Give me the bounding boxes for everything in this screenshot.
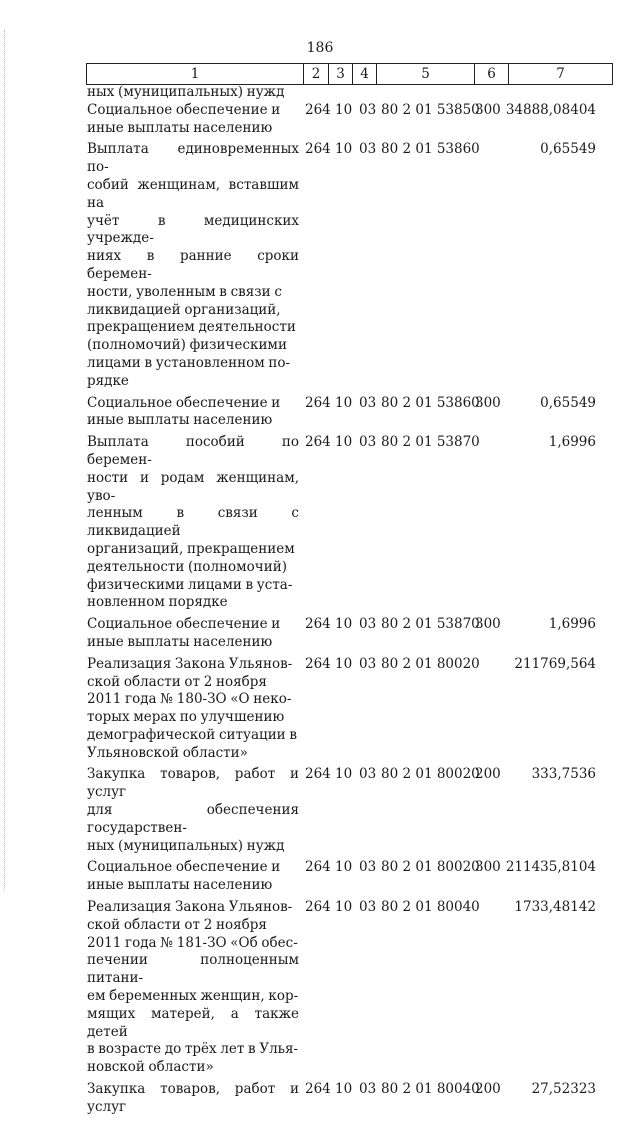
table-row <box>87 141 612 390</box>
description-line: Социальное обеспечение и <box>87 859 281 876</box>
description-line: 2011 года № 180-ЗО «О неко- <box>87 691 292 708</box>
code-expense-type: 300 <box>475 616 501 633</box>
code-expense-type: 200 <box>475 1081 501 1098</box>
column-header-2: 2 <box>304 64 329 85</box>
page-number: 186 <box>306 40 334 56</box>
description-line: Социальное обеспечение и <box>87 101 281 118</box>
code-target-article: 80 2 01 53870 <box>381 616 480 633</box>
description-line: Закупка товаров, работ и услуг <box>87 1081 299 1115</box>
row-description <box>87 1081 299 1117</box>
column-header-7: 7 <box>509 64 613 85</box>
table-row <box>87 859 612 895</box>
table-row <box>87 434 612 612</box>
table-row <box>87 899 612 1077</box>
table-row <box>87 766 612 855</box>
code-target-article: 80 2 01 53870 <box>381 434 480 451</box>
code-admin: 264 <box>305 141 331 158</box>
description-line: деятельности (полномочий) <box>87 558 287 575</box>
row-description <box>87 616 299 652</box>
code-target-article: 80 2 01 80040 <box>381 899 480 916</box>
description-line: ской области от 2 ноября <box>87 673 267 690</box>
description-line: иные выплаты населению <box>87 877 273 894</box>
code-section: 10 <box>335 766 353 783</box>
scan-margin-dots <box>4 30 7 890</box>
code-admin: 264 <box>305 101 331 118</box>
code-expense-type: 200 <box>475 766 501 783</box>
code-section: 10 <box>335 1081 353 1098</box>
description-line: новской области» <box>87 1059 214 1076</box>
column-header-row <box>87 64 613 85</box>
code-admin: 264 <box>305 1081 331 1098</box>
description-line: 2011 года № 181-ЗО «Об обес- <box>87 934 298 951</box>
description-line: ликвидацией организаций, <box>87 301 281 318</box>
amount: 333,7536 <box>531 766 596 783</box>
description-line: организаций, прекращением <box>87 540 295 557</box>
description-line: новленном порядке <box>87 594 228 611</box>
code-subsection: 03 <box>359 899 377 916</box>
code-admin: 264 <box>305 766 331 783</box>
table-row <box>87 656 612 763</box>
code-subsection: 03 <box>359 859 377 876</box>
column-header-table <box>86 63 613 85</box>
code-target-article: 80 2 01 53850 <box>381 101 480 118</box>
description-line: ленным в связи с ликвидацией <box>87 505 299 540</box>
description-line: ниях в ранние сроки беремен- <box>87 248 299 282</box>
code-target-article: 80 2 01 53860 <box>381 394 480 411</box>
code-section: 10 <box>335 899 353 916</box>
row-description <box>87 141 299 390</box>
description-line: Социальное обеспечение и <box>87 616 281 633</box>
description-line: иные выплаты населению <box>87 412 273 429</box>
code-subsection: 03 <box>359 101 377 118</box>
code-section: 10 <box>335 434 353 451</box>
code-target-article: 80 2 01 53860 <box>381 141 480 158</box>
description-line: мящих матерей, а также детей <box>87 1005 299 1040</box>
budget-table-body <box>87 84 612 1121</box>
description-line: печении полноценным питани- <box>87 952 299 987</box>
code-section: 10 <box>335 655 353 672</box>
row-description <box>87 434 299 612</box>
amount: 1733,48142 <box>514 899 596 916</box>
description-line: ности и родам женщинам, уво- <box>87 469 299 504</box>
amount: 0,65549 <box>540 394 596 411</box>
code-admin: 264 <box>305 616 331 633</box>
description-line: Выплата пособий по беремен- <box>87 434 299 468</box>
description-line: (полномочий) физическими <box>87 337 287 354</box>
description-line: Закупка товаров, работ и услуг <box>87 766 299 801</box>
continuation-row <box>87 84 612 102</box>
code-admin: 264 <box>305 899 331 916</box>
code-expense-type: 300 <box>475 101 501 118</box>
amount: 211435,8104 <box>505 859 596 876</box>
code-section: 10 <box>335 859 353 876</box>
description-line: иные выплаты населению <box>87 119 273 136</box>
column-header-3: 3 <box>329 64 353 85</box>
description-line: иные выплаты населению <box>87 633 273 650</box>
continuation-text: ных (муниципальных) нужд <box>87 84 285 100</box>
code-subsection: 03 <box>359 141 377 158</box>
description-line: прекращением деятельности <box>87 319 296 336</box>
table-row <box>87 102 612 138</box>
row-description <box>87 899 299 1077</box>
code-expense-type: 300 <box>475 394 501 411</box>
description-line: ности, уволенным в связи с <box>87 283 282 300</box>
code-expense-type: 300 <box>475 859 501 876</box>
amount: 1,6996 <box>548 616 596 633</box>
description-line: ской области от 2 ноября <box>87 916 267 933</box>
description-line: Реализация Закона Ульянов- <box>87 899 293 916</box>
code-section: 10 <box>335 101 353 118</box>
amount: 34888,08404 <box>505 101 596 118</box>
row-description <box>87 395 299 431</box>
description-line: лицами в установленном по- <box>87 354 291 371</box>
row-description <box>87 102 299 138</box>
column-header-1: 1 <box>87 64 304 85</box>
column-header-5: 5 <box>377 64 475 85</box>
amount: 27,52323 <box>531 1081 596 1098</box>
row-description <box>87 859 299 895</box>
column-header-4: 4 <box>353 64 377 85</box>
description-line: Реализация Закона Ульянов- <box>87 655 293 672</box>
description-line: ных (муниципальных) нужд <box>87 837 285 854</box>
code-subsection: 03 <box>359 394 377 411</box>
description-line: Социальное обеспечение и <box>87 394 281 411</box>
table-row <box>87 1081 612 1117</box>
description-line: в возрасте до трёх лет в Улья- <box>87 1041 299 1058</box>
description-line: ем беременных женщин, кор- <box>87 988 299 1005</box>
description-line: рядке <box>87 372 129 389</box>
code-subsection: 03 <box>359 434 377 451</box>
description-line: учёт в медицинских учрежде- <box>87 212 299 247</box>
code-admin: 264 <box>305 394 331 411</box>
code-section: 10 <box>335 394 353 411</box>
column-header-6: 6 <box>475 64 509 85</box>
code-subsection: 03 <box>359 655 377 672</box>
code-subsection: 03 <box>359 1081 377 1098</box>
code-target-article: 80 2 01 80040 <box>381 1081 480 1098</box>
description-line: торых мерах по улучшению <box>87 709 285 726</box>
code-admin: 264 <box>305 655 331 672</box>
code-target-article: 80 2 01 80020 <box>381 655 480 672</box>
amount: 211769,564 <box>514 655 596 672</box>
table-row <box>87 395 612 431</box>
code-target-article: 80 2 01 80020 <box>381 766 480 783</box>
code-subsection: 03 <box>359 616 377 633</box>
table-row <box>87 616 612 652</box>
code-target-article: 80 2 01 80020 <box>381 859 480 876</box>
code-subsection: 03 <box>359 766 377 783</box>
amount: 1,6996 <box>548 434 596 451</box>
amount: 0,65549 <box>540 141 596 158</box>
code-section: 10 <box>335 616 353 633</box>
code-section: 10 <box>335 141 353 158</box>
description-line: Ульяновской области» <box>87 744 248 761</box>
code-admin: 264 <box>305 434 331 451</box>
description-line: физическими лицами в уста- <box>87 576 293 593</box>
code-admin: 264 <box>305 859 331 876</box>
row-description <box>87 656 299 763</box>
row-description <box>87 766 299 855</box>
description-line: собий женщинам, вставшим на <box>87 176 299 211</box>
description-line: для обеспечения государствен- <box>87 802 299 836</box>
description-line: демографической ситуации в <box>87 726 297 743</box>
description-line: Выплата единовременных по- <box>87 141 299 176</box>
